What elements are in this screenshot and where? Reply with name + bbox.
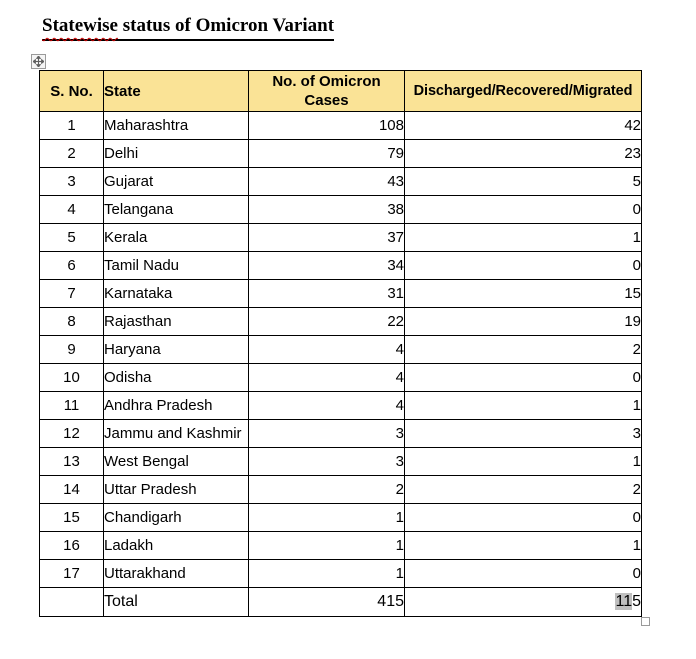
header-cases: No. of Omicron Cases (249, 71, 405, 112)
total-label-cell: Total (104, 588, 249, 617)
cases-cell: 1 (249, 560, 405, 588)
discharged-cell: 1 (405, 224, 642, 252)
cases-cell: 1 (249, 504, 405, 532)
selected-text: 11 (615, 593, 633, 610)
state-cell: Maharashtra (104, 112, 249, 140)
table-row (40, 392, 642, 420)
table-row (40, 140, 642, 168)
table-row (40, 532, 642, 560)
sno-cell: 14 (40, 476, 104, 504)
total-cases-cell: 415 (249, 588, 405, 617)
cases-cell: 3 (249, 448, 405, 476)
table-row (40, 224, 642, 252)
sno-cell: 3 (40, 168, 104, 196)
table-resize-handle[interactable] (641, 617, 650, 626)
discharged-cell: 1 (405, 532, 642, 560)
state-cell: Chandigarh (104, 504, 249, 532)
table-row (40, 448, 642, 476)
state-cell: Rajasthan (104, 308, 249, 336)
omicron-status-table (39, 70, 642, 617)
title-misspelled-word: Statewise (42, 15, 118, 36)
state-cell: Uttarakhand (104, 560, 249, 588)
table-row (40, 252, 642, 280)
sno-cell: 10 (40, 364, 104, 392)
sno-cell: 4 (40, 196, 104, 224)
discharged-cell: 2 (405, 336, 642, 364)
table-row (40, 168, 642, 196)
table-row (40, 308, 642, 336)
cases-cell: 4 (249, 364, 405, 392)
discharged-cell: 1 (405, 448, 642, 476)
cases-cell: 38 (249, 196, 405, 224)
state-cell: Tamil Nadu (104, 252, 249, 280)
header-state: State (104, 71, 249, 112)
sno-cell: 2 (40, 140, 104, 168)
sno-cell: 7 (40, 280, 104, 308)
state-cell: Karnataka (104, 280, 249, 308)
document-title (42, 14, 334, 41)
state-cell: Kerala (104, 224, 249, 252)
discharged-cell: 3 (405, 420, 642, 448)
sno-cell: 5 (40, 224, 104, 252)
table-row (40, 560, 642, 588)
cases-cell: 3 (249, 420, 405, 448)
state-cell: Jammu and Kashmir (104, 420, 249, 448)
cases-cell: 43 (249, 168, 405, 196)
sno-cell: 6 (40, 252, 104, 280)
table-row (40, 504, 642, 532)
sno-cell: 1 (40, 112, 104, 140)
table-row (40, 364, 642, 392)
state-cell: Andhra Pradesh (104, 392, 249, 420)
cases-cell: 31 (249, 280, 405, 308)
header-discharged: Discharged/Recovered/Migrated (405, 71, 642, 112)
discharged-cell: 0 (405, 560, 642, 588)
sno-cell: 15 (40, 504, 104, 532)
discharged-cell: 0 (405, 364, 642, 392)
discharged-cell: 0 (405, 196, 642, 224)
discharged-cell: 5 (405, 168, 642, 196)
cases-cell: 108 (249, 112, 405, 140)
table-row (40, 420, 642, 448)
cases-cell: 4 (249, 392, 405, 420)
discharged-cell: 2 (405, 476, 642, 504)
table-row (40, 112, 642, 140)
cases-cell: 37 (249, 224, 405, 252)
table-move-handle[interactable] (31, 54, 46, 69)
discharged-cell: 15 (405, 280, 642, 308)
discharged-cell: 0 (405, 504, 642, 532)
sno-cell: 17 (40, 560, 104, 588)
total-discharged-cell (405, 588, 642, 617)
state-cell: Haryana (104, 336, 249, 364)
sno-cell: 8 (40, 308, 104, 336)
table-row (40, 280, 642, 308)
sno-cell: 13 (40, 448, 104, 476)
cases-cell: 1 (249, 532, 405, 560)
total-row (40, 588, 642, 617)
discharged-cell: 19 (405, 308, 642, 336)
table-move-handle-icon (33, 56, 44, 67)
state-cell: West Bengal (104, 448, 249, 476)
cases-cell: 22 (249, 308, 405, 336)
sno-cell: 9 (40, 336, 104, 364)
cases-cell: 2 (249, 476, 405, 504)
state-cell: Uttar Pradesh (104, 476, 249, 504)
total-sno-cell (40, 588, 104, 617)
header-sno: S. No. (40, 71, 104, 112)
sno-cell: 16 (40, 532, 104, 560)
total-discharged-rest: 5 (632, 593, 641, 610)
table-rows (40, 112, 642, 588)
discharged-cell: 42 (405, 112, 642, 140)
state-cell: Ladakh (104, 532, 249, 560)
state-cell: Odisha (104, 364, 249, 392)
discharged-cell: 0 (405, 252, 642, 280)
state-cell: Telangana (104, 196, 249, 224)
cases-cell: 79 (249, 140, 405, 168)
table-row (40, 196, 642, 224)
sno-cell: 11 (40, 392, 104, 420)
page-title (42, 14, 334, 41)
table-header-row (40, 71, 642, 112)
cases-cell: 4 (249, 336, 405, 364)
sno-cell: 12 (40, 420, 104, 448)
table-row (40, 476, 642, 504)
state-cell: Delhi (104, 140, 249, 168)
cases-cell: 34 (249, 252, 405, 280)
discharged-cell: 1 (405, 392, 642, 420)
state-cell: Gujarat (104, 168, 249, 196)
title-rest: status of Omicron Variant (117, 15, 335, 36)
discharged-cell: 23 (405, 140, 642, 168)
table-row (40, 336, 642, 364)
